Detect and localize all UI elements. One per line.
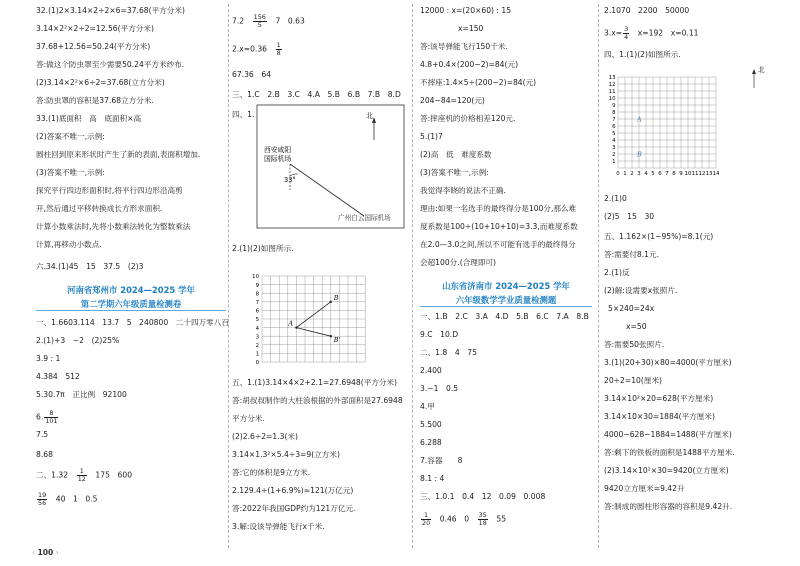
answer-line: 67.36 64 bbox=[232, 70, 271, 79]
answer-line bbox=[232, 42, 283, 57]
answer-line: 2.1070 2200 50000 bbox=[604, 6, 690, 15]
denominator: 20 bbox=[422, 519, 431, 527]
tick-label: 7 bbox=[255, 300, 259, 306]
answer-line: 理由:如果一名选手的最终得分是100分,那么难 bbox=[420, 204, 577, 213]
answer-line: 5.500 bbox=[420, 420, 442, 429]
tick-label: 4 bbox=[612, 138, 616, 144]
tick-label: 10 bbox=[684, 171, 692, 177]
answer-line: 5×240=24x bbox=[608, 304, 655, 313]
answer-line: (2)答案不唯一,示例: bbox=[36, 132, 105, 141]
answer-line: 2.(1)0 bbox=[604, 194, 627, 203]
tick-label: 3 bbox=[255, 334, 259, 341]
answer-line bbox=[36, 410, 59, 425]
tick-label: 6 bbox=[255, 308, 259, 315]
numerator: 1 bbox=[276, 41, 281, 49]
tick-label: 8 bbox=[672, 171, 676, 177]
tick-label: 10 bbox=[608, 96, 616, 102]
answer-line: 答:防虫罩的容积是37.68立方分米. bbox=[36, 96, 154, 105]
answer-line: 答:2022年我国GDP约为121万亿元. bbox=[232, 504, 356, 513]
denominator: 18 bbox=[478, 519, 487, 527]
tick-label: 9 bbox=[612, 103, 616, 109]
answer-line: 会超100分.(合理即可) bbox=[420, 258, 496, 267]
answer-line: 5.30.7π 正比例 92100 bbox=[36, 390, 127, 399]
answer-text: 二、1.32 bbox=[36, 470, 76, 480]
answer-text: 40 1 0.5 bbox=[48, 494, 98, 504]
tick-label: 5 bbox=[651, 171, 655, 177]
tick-label: 3 bbox=[612, 145, 616, 151]
tick-label: 0 bbox=[616, 171, 620, 177]
title-rule bbox=[420, 306, 592, 307]
answer-line: (2)5 15 30 bbox=[604, 212, 655, 221]
numerator: 156 bbox=[253, 13, 266, 21]
page-number-text: 100 bbox=[37, 548, 54, 557]
answer-line: (2)高 低 难度系数 bbox=[420, 150, 492, 159]
answer-line: 圆柱回到原来形状时产生了新的表面,表面积增加. bbox=[36, 150, 201, 159]
answer-line: 四、1. bbox=[232, 110, 255, 119]
answer-line: 计算小数乘法时,先将小数乘法转化为整数乘法 bbox=[36, 222, 191, 231]
answer-text: 6. bbox=[36, 412, 44, 422]
fraction bbox=[421, 512, 431, 527]
numerator: 35 bbox=[478, 511, 487, 519]
fraction bbox=[276, 42, 282, 57]
tick-label: 2 bbox=[612, 152, 616, 158]
point-label: B bbox=[333, 293, 339, 302]
point-label: B' bbox=[333, 336, 341, 345]
answer-line: (3)答案不唯一,示例: bbox=[36, 168, 105, 177]
answer-line: (3)答案不唯一,示例: bbox=[420, 168, 489, 177]
north-label: 北 bbox=[758, 66, 765, 74]
tick-label: 13 bbox=[608, 75, 616, 81]
answer-line: 4.甲 bbox=[420, 402, 435, 411]
tick-label: 4 bbox=[255, 325, 259, 332]
answer-line: 答:它的体积是9立方米. bbox=[232, 468, 311, 477]
answer-text: 7.2 bbox=[232, 16, 252, 26]
numerator: 8 bbox=[44, 410, 58, 418]
answer-line: 3.(1)(20+30)×80=4000(平方厘米) bbox=[604, 358, 732, 367]
fraction bbox=[623, 26, 629, 41]
column-4 bbox=[604, 0, 768, 552]
answer-line: 9.C 10.D bbox=[420, 330, 459, 339]
chevron-left-icon: ‹ bbox=[32, 548, 36, 557]
answer-text: 0.46 0 bbox=[432, 514, 477, 524]
answer-line: 20÷2=10(厘米) bbox=[604, 376, 662, 385]
tick-label: 3 bbox=[637, 171, 641, 177]
page-number bbox=[32, 548, 59, 557]
tick-label: 7 bbox=[612, 117, 616, 123]
answer-text: 55 bbox=[488, 514, 507, 524]
answer-line: 答:需要付8.1元. bbox=[604, 250, 660, 259]
fraction bbox=[44, 410, 58, 425]
tick-label: 11 bbox=[608, 89, 616, 95]
column-1 bbox=[36, 0, 229, 552]
answer-text: x=192 x=0.11 bbox=[630, 28, 699, 38]
column-2 bbox=[232, 0, 408, 552]
answer-line: 探究平行四边形面积时,将平行四边形沿高剪 bbox=[36, 186, 183, 195]
answer-line: (2)3.14×2²×6÷2=37.68(立方分米) bbox=[36, 78, 165, 87]
section-title: 六年级数学学业质量检测题 bbox=[455, 295, 557, 305]
tick-label: 1 bbox=[623, 171, 627, 177]
tick-label: 2 bbox=[255, 343, 259, 349]
grid-figure bbox=[246, 262, 386, 370]
tick-label: 9 bbox=[679, 171, 683, 177]
answer-line: 2.400 bbox=[420, 366, 442, 375]
answer-line: 五、1.162×(1−95%)=8.1(元) bbox=[604, 232, 714, 241]
answer-line: 答:摔座机的价格相差120元. bbox=[420, 114, 516, 123]
answer-line: 不摔座:1.4×5÷(200−2)=84(元) bbox=[420, 78, 537, 87]
answer-text: 2.x=0.36 bbox=[232, 44, 275, 54]
tick-label: 0 bbox=[255, 360, 259, 367]
answer-line: 六.34.(1)45 15 37.5 (2)3 bbox=[36, 262, 144, 271]
answer-line: 7.5 bbox=[36, 430, 49, 439]
denominator: 5 bbox=[257, 21, 262, 29]
tick-label: 1 bbox=[612, 159, 616, 165]
answer-line: 三、1.0.1 0.4 12 0.09 0.008 bbox=[420, 492, 546, 501]
answer-line: 度系数是100÷(10+10+10)=3.3̇,而难度系数 bbox=[420, 222, 578, 231]
tick-label: 10 bbox=[252, 274, 259, 281]
answer-line: 四、1.(1)(2)如图所示. bbox=[604, 50, 681, 59]
answer-line: (2)2.6÷2=1.3(米) bbox=[232, 432, 298, 441]
answer-text: 175 600 bbox=[87, 470, 133, 480]
denominator: 56 bbox=[38, 499, 47, 507]
answer-line: (2)3.14×10²×30=9420(立方厘米) bbox=[604, 466, 729, 475]
column-divider bbox=[228, 4, 229, 548]
column-3 bbox=[420, 0, 592, 552]
map-label-xian: 西安咸阳 bbox=[264, 146, 292, 154]
answer-line: 3.14×10×30=1884(平方厘米) bbox=[604, 412, 715, 421]
answer-line: 37.68+12.56=50.24(平方分米) bbox=[36, 42, 151, 51]
answer-line: 一、1.B 2.C 3.A 4.D 5.B 6.C 7.A 8.B bbox=[420, 312, 589, 321]
answer-line: 3.14×1.3²×5.4÷3=9(立方米) bbox=[232, 450, 340, 459]
answer-line: 6.288 bbox=[420, 438, 442, 447]
north-arrow-head bbox=[752, 69, 756, 74]
column-divider bbox=[598, 4, 599, 548]
answer-line: 4.8+0.4×(200−2)=84(元) bbox=[420, 60, 519, 69]
answer-line: 二、1.8 4 75 bbox=[420, 348, 477, 357]
denominator: 12 bbox=[77, 475, 86, 483]
tick-label: 8 bbox=[255, 291, 259, 298]
tick-label: 5 bbox=[255, 317, 259, 324]
point-label: B bbox=[637, 150, 642, 159]
answer-line bbox=[604, 26, 699, 41]
tick-label: 6 bbox=[658, 171, 662, 177]
answer-line: 答:该导弹能飞行150千米. bbox=[420, 42, 508, 51]
answer-line: 2.129.4÷(1+6.9%)≈121(万亿元) bbox=[232, 486, 354, 495]
answer-line: x=50 bbox=[626, 322, 647, 331]
answer-line: 计算,再移动小数点. bbox=[36, 240, 102, 249]
chevron-right-icon: › bbox=[55, 548, 59, 557]
answer-line: x=150 bbox=[458, 24, 484, 33]
section-title: 第二学期六年级质量检测卷 bbox=[80, 299, 182, 309]
fraction bbox=[77, 468, 87, 483]
north-label: 北 bbox=[366, 112, 373, 120]
numerator: 1 bbox=[77, 468, 87, 476]
answer-line: 7.容器 8 bbox=[420, 456, 463, 465]
numerator: 19 bbox=[38, 491, 47, 499]
tick-label: 12 bbox=[698, 171, 706, 177]
answer-line: 答:需要50张照片. bbox=[604, 340, 665, 349]
tick-label: 13 bbox=[705, 171, 713, 177]
answer-line: 32.(1)2×3.14×2÷2×6=37.68(平方分米) bbox=[36, 6, 185, 15]
answer-line: 204−84=120(元) bbox=[420, 96, 485, 105]
answer-line: 2.(1)(2)如图所示. bbox=[232, 244, 294, 253]
coordinate-grid-figure bbox=[604, 62, 768, 180]
answer-line: 3.14×2²×2÷2=12.56(平方分米) bbox=[36, 24, 154, 33]
tick-label: 5 bbox=[612, 131, 616, 137]
title-rule bbox=[36, 310, 226, 311]
answer-line: 5.(1)7 bbox=[420, 132, 443, 141]
point bbox=[295, 326, 297, 328]
numerator: 3 bbox=[624, 25, 629, 33]
column-divider bbox=[412, 4, 413, 548]
answer-line: 12000 : x=(20×60) : 15 bbox=[420, 6, 512, 15]
fraction bbox=[478, 512, 488, 527]
answer-line: 我觉得李晓的说法不正确. bbox=[420, 186, 506, 195]
answer-line: 3.14×10²×20=628(平方厘米) bbox=[604, 394, 714, 403]
answer-line: 答:胡叔叔制作的大柱浪根据的外部面积是27.6948 bbox=[232, 396, 403, 405]
point-label: A bbox=[288, 319, 294, 328]
section-title: 山东省济南市 2024—2025 学年 bbox=[442, 281, 570, 291]
answer-line: 3.−1 0.5 bbox=[420, 384, 459, 393]
answer-line: 一、1.6603.114 13.7 5 240800 二十四万零八百 bbox=[36, 318, 229, 327]
point bbox=[330, 335, 332, 337]
answer-line: 平方分米. bbox=[232, 414, 265, 423]
answer-line: 3.解:设该导弹能飞行x千米. bbox=[232, 522, 325, 531]
answer-line: 五、1.(1)3.14×4×2+2.1=27.6948(平方分米) bbox=[232, 378, 397, 387]
tick-label: 8 bbox=[612, 110, 616, 116]
answer-line bbox=[36, 468, 132, 483]
answer-line: 3.9 : 1 bbox=[36, 354, 61, 363]
fraction bbox=[253, 14, 267, 29]
answer-line: 三、1.C 2.B 3.C 4.A 5.B 6.B 7.B 8.D bbox=[232, 90, 401, 99]
map-label-guangzhou: 广州白云国际机场 bbox=[338, 214, 391, 222]
fraction bbox=[37, 492, 47, 507]
tick-label: 1 bbox=[255, 351, 259, 358]
answer-line: 4000−628−1884=1488(平方厘米) bbox=[604, 430, 732, 439]
answer-line: 9420立方厘米=9.42升 bbox=[604, 484, 685, 493]
tick-label: 11 bbox=[691, 171, 699, 177]
point bbox=[330, 301, 332, 303]
answer-line: 开,然后通过平移转换成长方形求面积. bbox=[36, 204, 163, 213]
tick-label: 2 bbox=[630, 171, 634, 177]
map-figure bbox=[256, 104, 406, 230]
answer-line: (2)解:设需要x张照片. bbox=[604, 286, 678, 295]
point-label: A bbox=[637, 115, 642, 124]
numerator: 1 bbox=[421, 512, 431, 520]
answer-line: 答:做这个防虫罩至少需要50.24平方米纱布. bbox=[36, 60, 185, 69]
tick-label: 4 bbox=[644, 171, 648, 177]
answer-line bbox=[232, 14, 305, 29]
tick-label: 7 bbox=[665, 171, 669, 177]
answer-line: 2.(1)+3 −2 (2)25% bbox=[36, 336, 120, 345]
section-title: 河南省郑州市 2024—2025 学年 bbox=[67, 285, 195, 295]
tick-label: 6 bbox=[612, 124, 616, 130]
answer-line bbox=[420, 512, 506, 527]
answer-line bbox=[36, 492, 98, 507]
answer-text: 7 0.63 bbox=[267, 16, 305, 26]
map-label-xian2: 国际机场 bbox=[264, 155, 292, 163]
answer-text: 3.x= bbox=[604, 28, 623, 38]
answer-line: 答:制成的圆柱形容器的容积是9.42升. bbox=[604, 502, 733, 511]
answer-line: 33.(1)底面积 高 底面积×高 bbox=[36, 114, 142, 123]
tick-label: 9 bbox=[255, 282, 259, 289]
answer-line: 2.(1)反 bbox=[604, 268, 630, 277]
angle-label: 33° bbox=[284, 176, 296, 184]
answer-line: 在2.0—3.0之间,所以不可能有选手的最终得分 bbox=[420, 240, 576, 249]
tick-label: 12 bbox=[608, 82, 616, 88]
denominator: 8 bbox=[276, 49, 281, 57]
denominator: 101 bbox=[45, 417, 58, 425]
denominator: 4 bbox=[624, 33, 629, 41]
tick-label: 14 bbox=[712, 171, 720, 177]
answer-line: 4.384 512 bbox=[36, 372, 80, 381]
answer-line: 答:剩下的铁板的面积是1488平方厘米. bbox=[604, 448, 735, 457]
answer-line: 8.1 : 4 bbox=[420, 474, 445, 483]
answer-line: 8.68 bbox=[36, 450, 53, 459]
